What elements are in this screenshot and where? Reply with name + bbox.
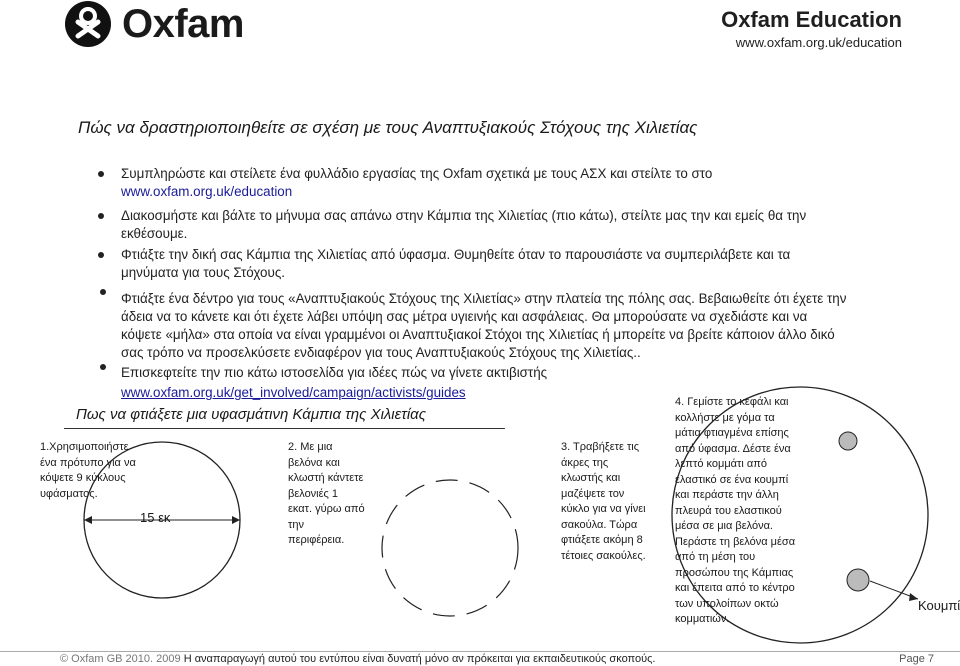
footer-divider bbox=[0, 651, 960, 652]
footer-notice: Η αναπαραγωγή αυτού του εντύπου είναι δυνατή μόνο αν πρόκειται για εκπαιδευτικούς σκοπούς. bbox=[183, 653, 656, 665]
brand-url[interactable]: www.oxfam.org.uk/education bbox=[735, 35, 902, 50]
step-2-text: 2. Με μια βελόνα και κλωστή κάντετε βελονιές 1 εκατ. γύρω από την περιφέρεια. bbox=[288, 441, 365, 546]
bullet-4-line4: σας τρόπο να προσελκύσετε ενδιαφέρον για τους Αναπτυξιακούς Στόχους της Χιλιετίας.. bbox=[121, 345, 641, 360]
bullet-4-line3: κόψετε «μήλα» στα οποία να είναι γραμμένοι οι Αναπτυξιακοί Στόχοι της Χιλιετίας ή μπορείτε να βρείτε κάποιον άλλο δικό bbox=[121, 327, 835, 342]
stitched-circle-diagram bbox=[372, 470, 528, 626]
oxfam-logo-icon bbox=[64, 0, 112, 48]
subheading-underline bbox=[64, 428, 505, 429]
bullet-3-line2: μηνύματα για τους Στόχους. bbox=[121, 265, 286, 280]
button-label: Κουμπί bbox=[918, 598, 960, 613]
page-heading: Πώς να δραστηριοποιηθείτε σε σχέση με τους Αναπτυξιακούς Στόχους της Χιλιετίας bbox=[78, 118, 698, 137]
instructions-subheading: Πως να φτιάξετε μια υφασμάτινη Κάμπια της Χιλιετίας bbox=[76, 406, 427, 423]
oxfam-logo-text: Oxfam bbox=[122, 2, 244, 46]
step-4-text: 4. Γεμίστε το κεφάλι και κολλήστε με γόμα τα μάτια φτιαγμένα επίσης από ύφασμα. Δέστε ένα λεπτό κομμάτι από ελαστικό σε ένα κουμπί και περάστε την άλλη πλευρά του ελαστικού μέσα σε μια βελόνα. Περάστε τη βελόνα μέσα από τη μέση του προσώπου της Κάμπιας και έπειτα από το κέντρο των υπολοίπων οκτώ κομματιών. bbox=[675, 396, 796, 625]
bullet-1-link[interactable]: www.oxfam.org.uk/education bbox=[121, 184, 293, 199]
footer-copyright: © Oxfam GB 2010. 2009 bbox=[60, 653, 181, 665]
step-3-text: 3. Τραβήξετε τις άκρες της κλωστής και μαζέψετε τον κύκλο για να γίνει σακούλα. Τώρα φτιάξετε ακόμη 8 τέτοιες σακούλες. bbox=[561, 441, 646, 562]
caterpillar-face-diagram bbox=[620, 385, 960, 650]
page-number: Page 7 bbox=[899, 653, 934, 665]
bullet-dot bbox=[100, 289, 106, 295]
bullet-5-line1: Επισκεφτείτε την πιο κάτω ιστοσελίδα για ιδέες πώς να γίνετε ακτιβιστής bbox=[121, 365, 548, 380]
bullet-dot bbox=[100, 364, 106, 370]
step-1-text: 1.Χρησιμοποιήστε ένα πρότυπο για να κόψετε 9 κύκλους υφάσματος. bbox=[40, 441, 136, 500]
brand-title: Oxfam Education bbox=[721, 7, 902, 32]
bullet-dot bbox=[98, 171, 104, 177]
bullet-3-line1: Φτιάξτε την δική σας Κάμπια της Χιλιετίας από ύφασμα. Θυμηθείτε όταν το παρουσιάστε να συμπεριλάβετε και τα bbox=[121, 247, 791, 262]
bullet-2-line2: εκθέσουμε. bbox=[121, 226, 188, 241]
bullet-1-text: Συμπληρώστε και στείλετε ένα φυλλάδιο εργασίας της Oxfam σχετικά με τους ΑΣΧ και στείλτε το στο bbox=[121, 166, 713, 181]
bullet-dot bbox=[98, 213, 104, 219]
bullet-2-line1: Διακοσμήστε και βάλτε το μήνυμα σας απάνω στην Κάμπια της Χιλιετίας (πιο κάτω), στείλτε μας την και εμείς θα την bbox=[121, 208, 807, 223]
footer-text bbox=[60, 653, 655, 665]
bullet-4-line1: Φτιάξτε ένα δέντρο για τους «Αναπτυξιακούς Στόχους της Χιλιετίας» στην πλατεία της πόλης σας. Βεβαιωθείτε ότι έχετε την bbox=[121, 291, 847, 306]
bullet-dot bbox=[98, 252, 104, 258]
bullet-4-line2: άδεια να το κάνετε και ότι έχετε λάβει υπόψη σας μέτρα υγιεινής και ασφάλειας. Θα μπορούσατε να σχεδιάστε και να bbox=[121, 309, 808, 324]
circle-diameter-label: 15 εκ bbox=[140, 510, 171, 525]
bullet-5-link[interactable]: www.oxfam.org.uk/get_involved/campaign/activists/guides bbox=[121, 385, 466, 400]
